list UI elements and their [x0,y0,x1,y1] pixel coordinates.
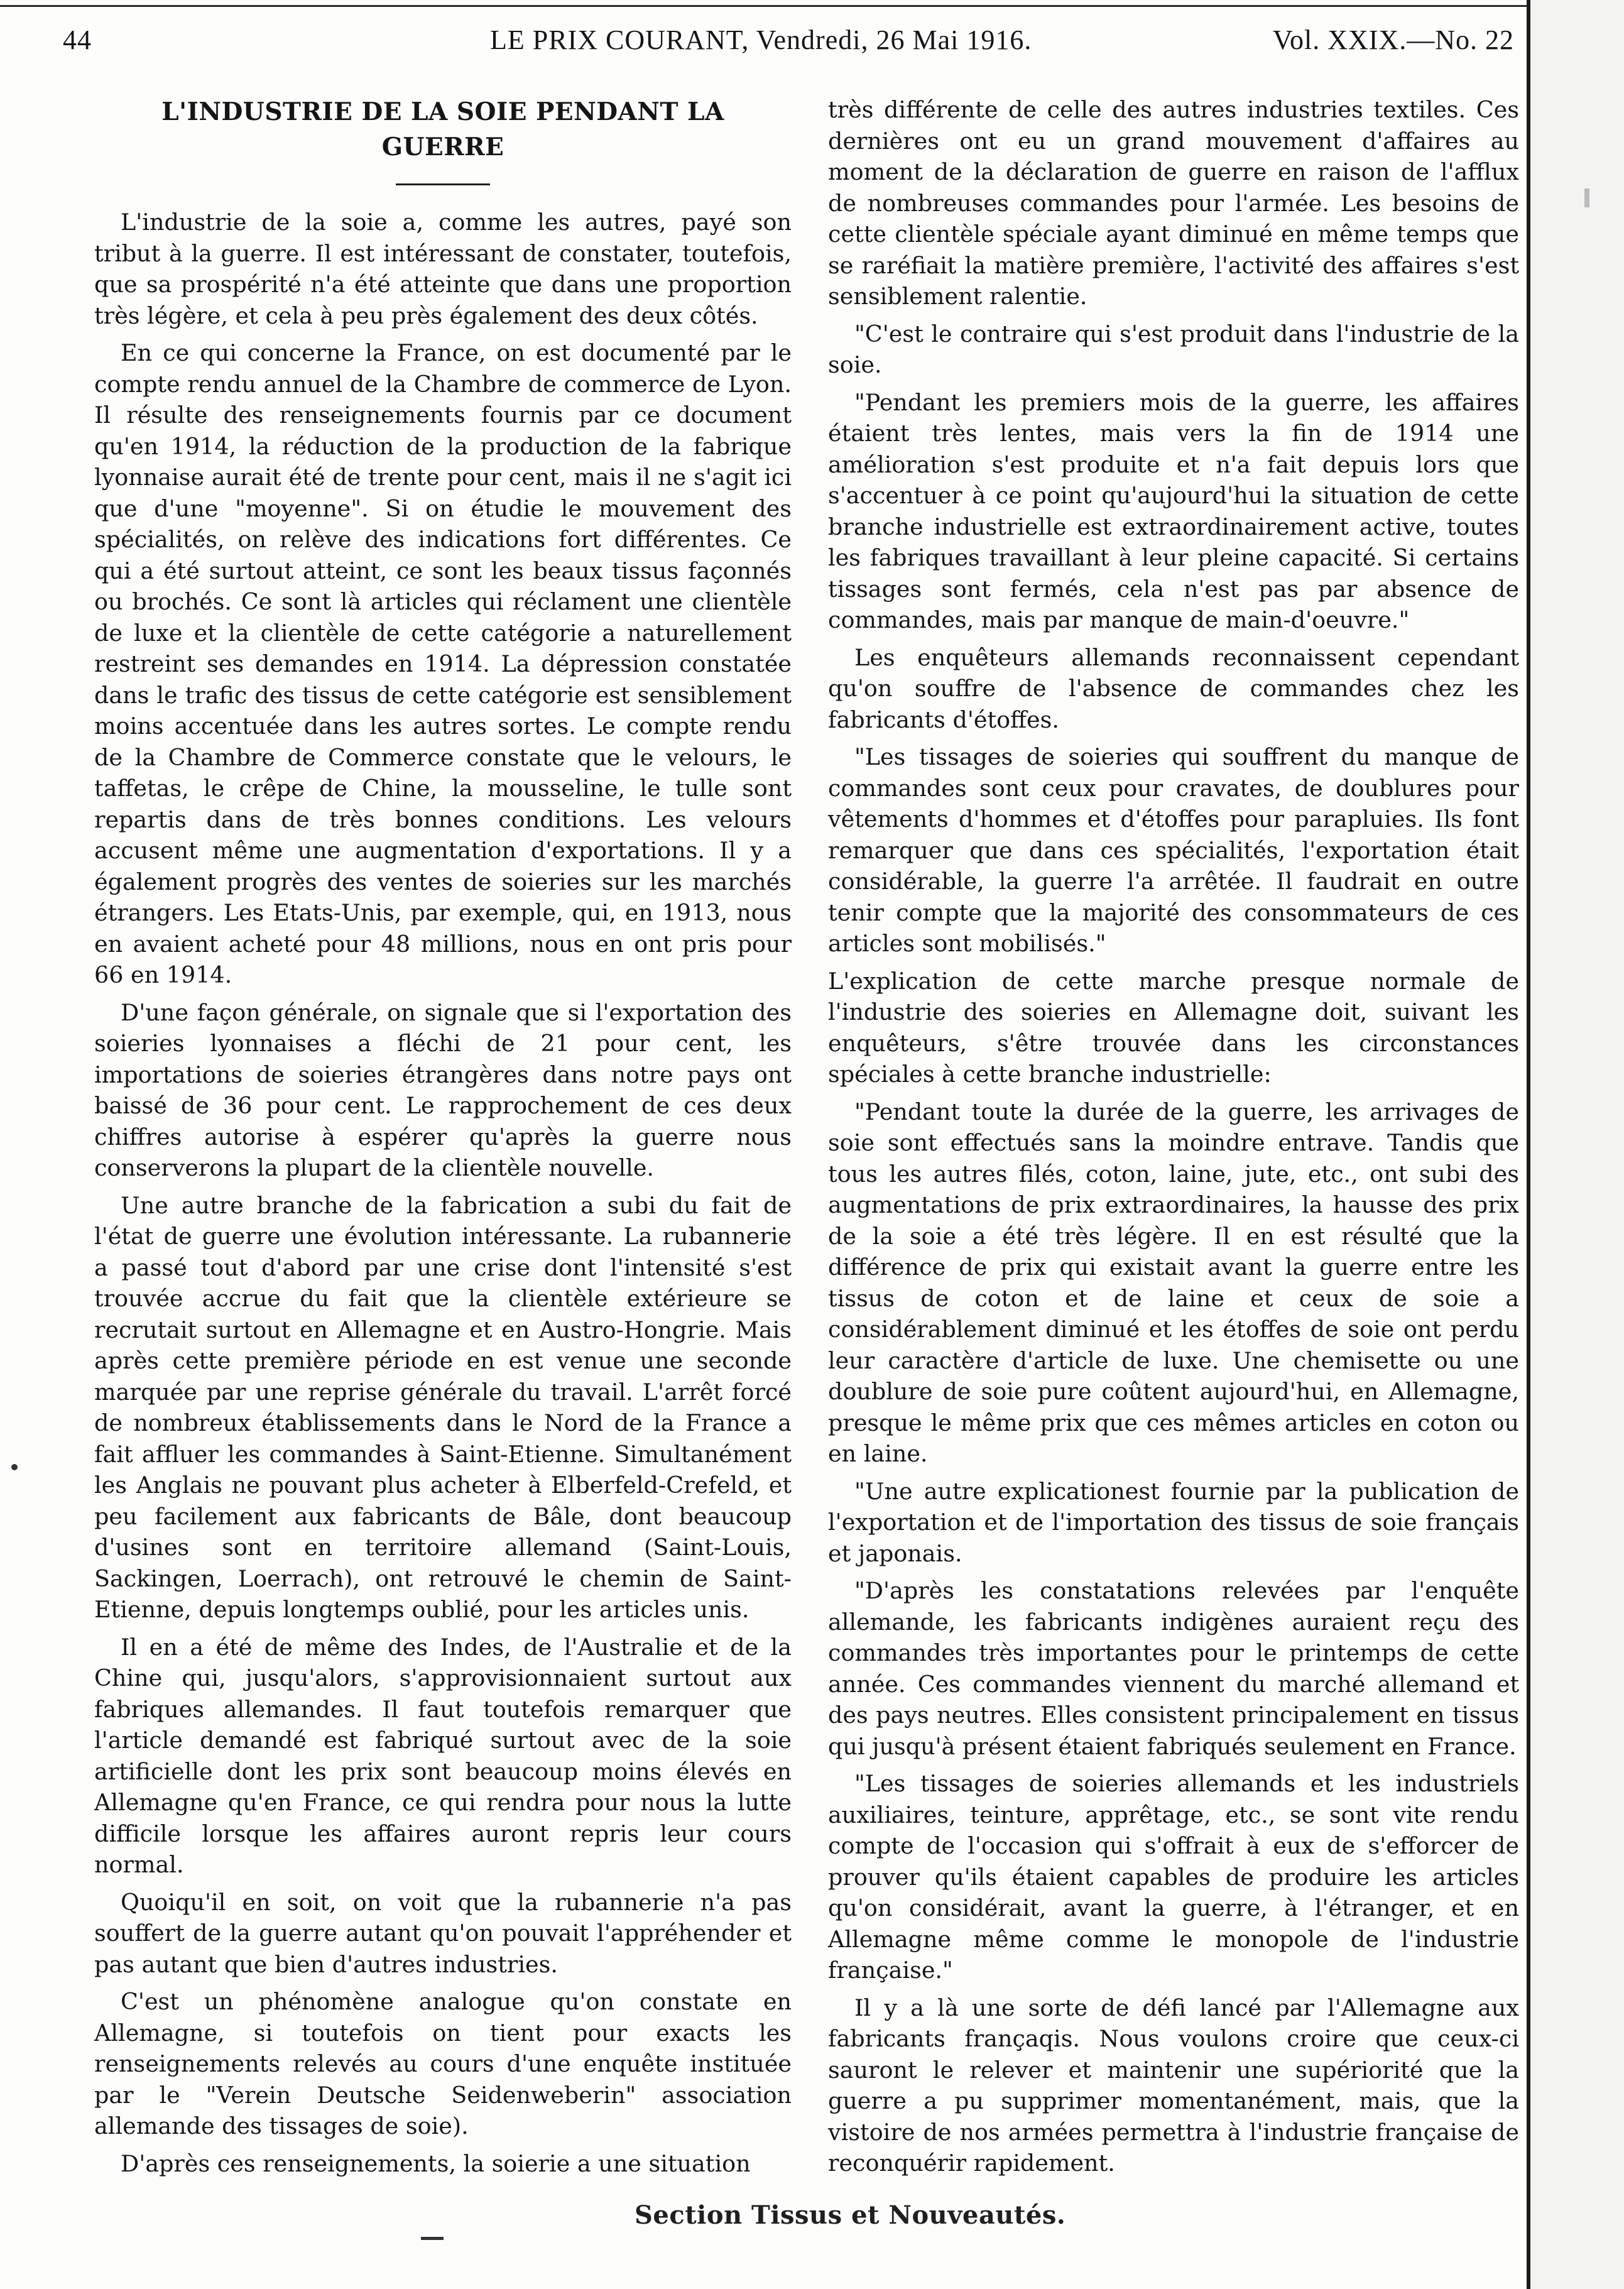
paragraph: "Pendant les premiers mois de la guerre, les affaires étaient très lentes, mais vers la fin de 1914 une amélioration s'est produite et n'a fait depuis lors que s'accentuer à ce point qu'aujourd'hui la situation de cette branche industrielle est extraordinairement active, toutes les fabriques travaillant à leur pleine capacité. Si certains tissages sont fermés, cela n'est pas par absence de commandes, mais par manque de main-d'oeuvre." [828,388,1519,633]
paragraph: "D'après les constatations relevées par l'enquête allemande, les fabricants indigènes auraient reçu des commandes très importantes pour le printemps de cette année. Ces commandes viennent du marché allemand et des pays neutres. Elles consistent principalement en tissus qui jusqu'à présent étaient fabriqués seulement en France. [828,1577,1519,1760]
right-column [828,94,1519,2185]
paragraph: L'explication de cette marche presque normale de l'industrie des soieries en Allemagne doit, suivant les enquêteurs, s'être trouvée dans les circonstances spéciales à cette branche industrielle: [828,967,1519,1088]
left-column [94,94,792,2185]
title-divider [396,183,490,185]
paragraph: En ce qui concerne la France, on est documenté par le compte rendu annuel de la Chambre de commerce de Lyon. Il résulte des renseignements fournis par ce document qu'en 1914, la réduction de la production de la fabrique lyonnaise aurait été de trente pour cent, mais il ne s'agit ici que d'une "moyenne". Si on étudie le mouvement des spécialités, on relève des indications fort différentes. Ce qui a été surtout atteint, ce sont les beaux tissus façonnés ou brochés. Ce sont là articles qui réclament une clientèle de luxe et la clientèle de cette catégorie a naturellement restreint ses demandes en 1914. La dépression constatée dans le trafic des tissus de cette catégorie est sensiblement moins accentuée dans les autres sortes. Le compte rendu de la Chambre de Commerce constate que le velours, le taffetas, le crêpe de Chine, la mousseline, le tulle sont repartis dans de très bonnes conditions. Les velours accusent même une augmentation d'exportations. Il y a également progrès des ventes de soieries sur les marchés étrangers. Les Etats-Unis, par exemple, qui, en 1913, nous en avaient acheté pour 48 millions, nous en ont pris pour 66 en 1914. [94,339,792,988]
paragraph: Quoiqu'il en soit, on voit que la rubannerie n'a pas souffert de la guerre autant qu'on pouvait l'appréhender et pas autant que bien d'autres industries. [94,1888,792,1978]
scan-speck [421,2237,444,2240]
paragraph: C'est un phénomène analogue qu'on constate en Allemagne, si toutefois on tient pour exacts les renseignements relevés au cours d'une enquête instituée par le "Verein Deutsche Seidenweberin" association allemande des tissages de soie). [94,1988,792,2139]
paragraph: "Une autre explicationest fournie par la publication de l'exportation et de l'importation des tissus de soie français et japonais. [828,1477,1519,1567]
paragraph: Il y a là une sorte de défi lancé par l'Allemagne aux fabricants françaqis. Nous voulons croire que ceux-ci sauront le relever et maintenir une supériorité que la guerre a pu supprimer momentanément, mais, que la vistoire de nos armées permettra à l'industrie française de reconquérir rapidement. [828,1994,1519,2177]
paragraph: Il en a été de même des Indes, de l'Australie et de la Chine qui, jusqu'alors, s'approvisionnaient surtout aux fabriques allemandes. Il faut toutefois remarquer que l'article demandé est fabriqué surtout avec de la soie artificielle dont les prix sont beaucoup moins élevés en Allemagne qu'en France, ce qui rendra pour nous la lutte difficile lorsque les affaires auront repris leur cours normal. [94,1633,792,1878]
paragraph: D'une façon générale, on signale que si l'exportation des soieries lyonnaises a fléchi de 21 pour cent, les importations de soieries étrangères dans notre pays ont baissé de 36 pour cent. Le rapprochement de ces deux chiffres autorise à espérer qu'après la guerre nous conserverons la plupart de la clientèle nouvelle. [94,998,792,1181]
paragraph: Les enquêteurs allemands reconnaissent cependant qu'on souffre de l'absence de commandes chez les fabricants d'étoffes. [828,643,1519,733]
scan-speck [11,1464,18,1470]
paragraph: "Les tissages de soieries qui souffrent du manque de commandes sont ceux pour cravates, de doublures pour vêtements d'hommes et d'étoffes pour parapluies. Ils font remarquer que dans ces spécialités, l'exportation était considérable, la guerre l'a arrêtée. Il faudrait en outre tenir compte que la majorité des consommateurs de ces articles sont mobilisés." [828,743,1519,957]
masthead: LE PRIX COURANT, Vendredi, 26 Mai 1916. [490,25,1032,55]
section-footer: Section Tissus et Nouveautés. [635,2200,1066,2230]
scan-top-edge [0,5,1530,7]
paragraph: "Les tissages de soieries allemands et les industriels auxiliaires, teinture, apprêtage, etc., se sont vite rendu compte de l'occasion qui s'offrait à eux de s'efforcer de prouver qu'ils étaient capables de produire les articles qu'on considérait, avant la guerre, à l'étranger, et en Allemagne même comme le monopole de l'industrie française." [828,1770,1519,1984]
paragraph: très différente de celle des autres industries textiles. Ces dernières ont eu un grand mouvement d'affaires au moment de la déclaration de guerre en raison de l'afflux de nombreuses commandes pour l'armée. Les besoins de cette clientèle spéciale ayant diminué en même temps que se raréfiait la matière première, l'activité des affaires s'est sensiblement ralentie. [828,96,1519,310]
paragraph: D'après ces renseignements, la soierie a une situation [121,2150,751,2177]
adjacent-page-margin [1530,0,1624,2289]
scan-speck [1584,188,1589,207]
paragraph: "C'est le contraire qui s'est produit dans l'industrie de la soie. [828,320,1519,378]
article-title: L'INDUSTRIE DE LA SOIE PENDANT LA GUERRE [161,97,724,161]
paragraph: L'industrie de la soie a, comme les autres, payé son tribut à la guerre. Il est intéressant de constater, toutefois, que sa prospérité n'a été atteinte que dans une proportion très légère, et cela à peu près également des deux côtés. [94,209,792,329]
page-number: 44 [63,25,92,55]
page-header [63,24,1514,68]
paragraph: Une autre branche de la fabrication a subi du fait de l'état de guerre une évolution intéressante. La rubannerie a passé tout d'abord par une crise dont l'intensité s'est trouvée accrue du fait que la clientèle extérieure se recrutait surtout en Allemagne et en Austro-Hongrie. Mais après cette première période en est venue une seconde marquée par une reprise générale du travail. L'arrêt forcé de nombreux établissements dans le Nord de la France a fait affluer les commandes à Saint-Etienne. Simultanément les Anglais ne pouvant plus acheter à Elberfeld-Crefeld, et peu facilement aux fabricants de Bâle, dont beaucoup d'usines sont en territoire allemand (Saint-Louis, Sackingen, Loerrach), ont retrouvé le chemin de Saint-Etienne, depuis longtemps oublié, pour les articles unis. [94,1191,792,1623]
paragraph: "Pendant toute la durée de la guerre, les arrivages de soie sont effectués sans la moindre entrave. Tandis que tous les autres filés, coton, laine, jute, etc., ont subi des augmentations de prix extraordinaires, la hausse des prix de la soie a été très légère. Il en est résulté que la différence de prix qui existait avant la guerre entre les tissus de coton et de laine et ceux de soie a considérablement diminué et les étoffes de soie ont perdu leur caractère d'article de luxe. Une chemisette ou une doublure de soie pure coûtent aujourd'hui, en Allemagne, presque le même prix que ces mêmes articles en coton ou en laine. [828,1098,1519,1467]
volume-number: Vol. XXIX.—No. 22 [1272,25,1514,55]
